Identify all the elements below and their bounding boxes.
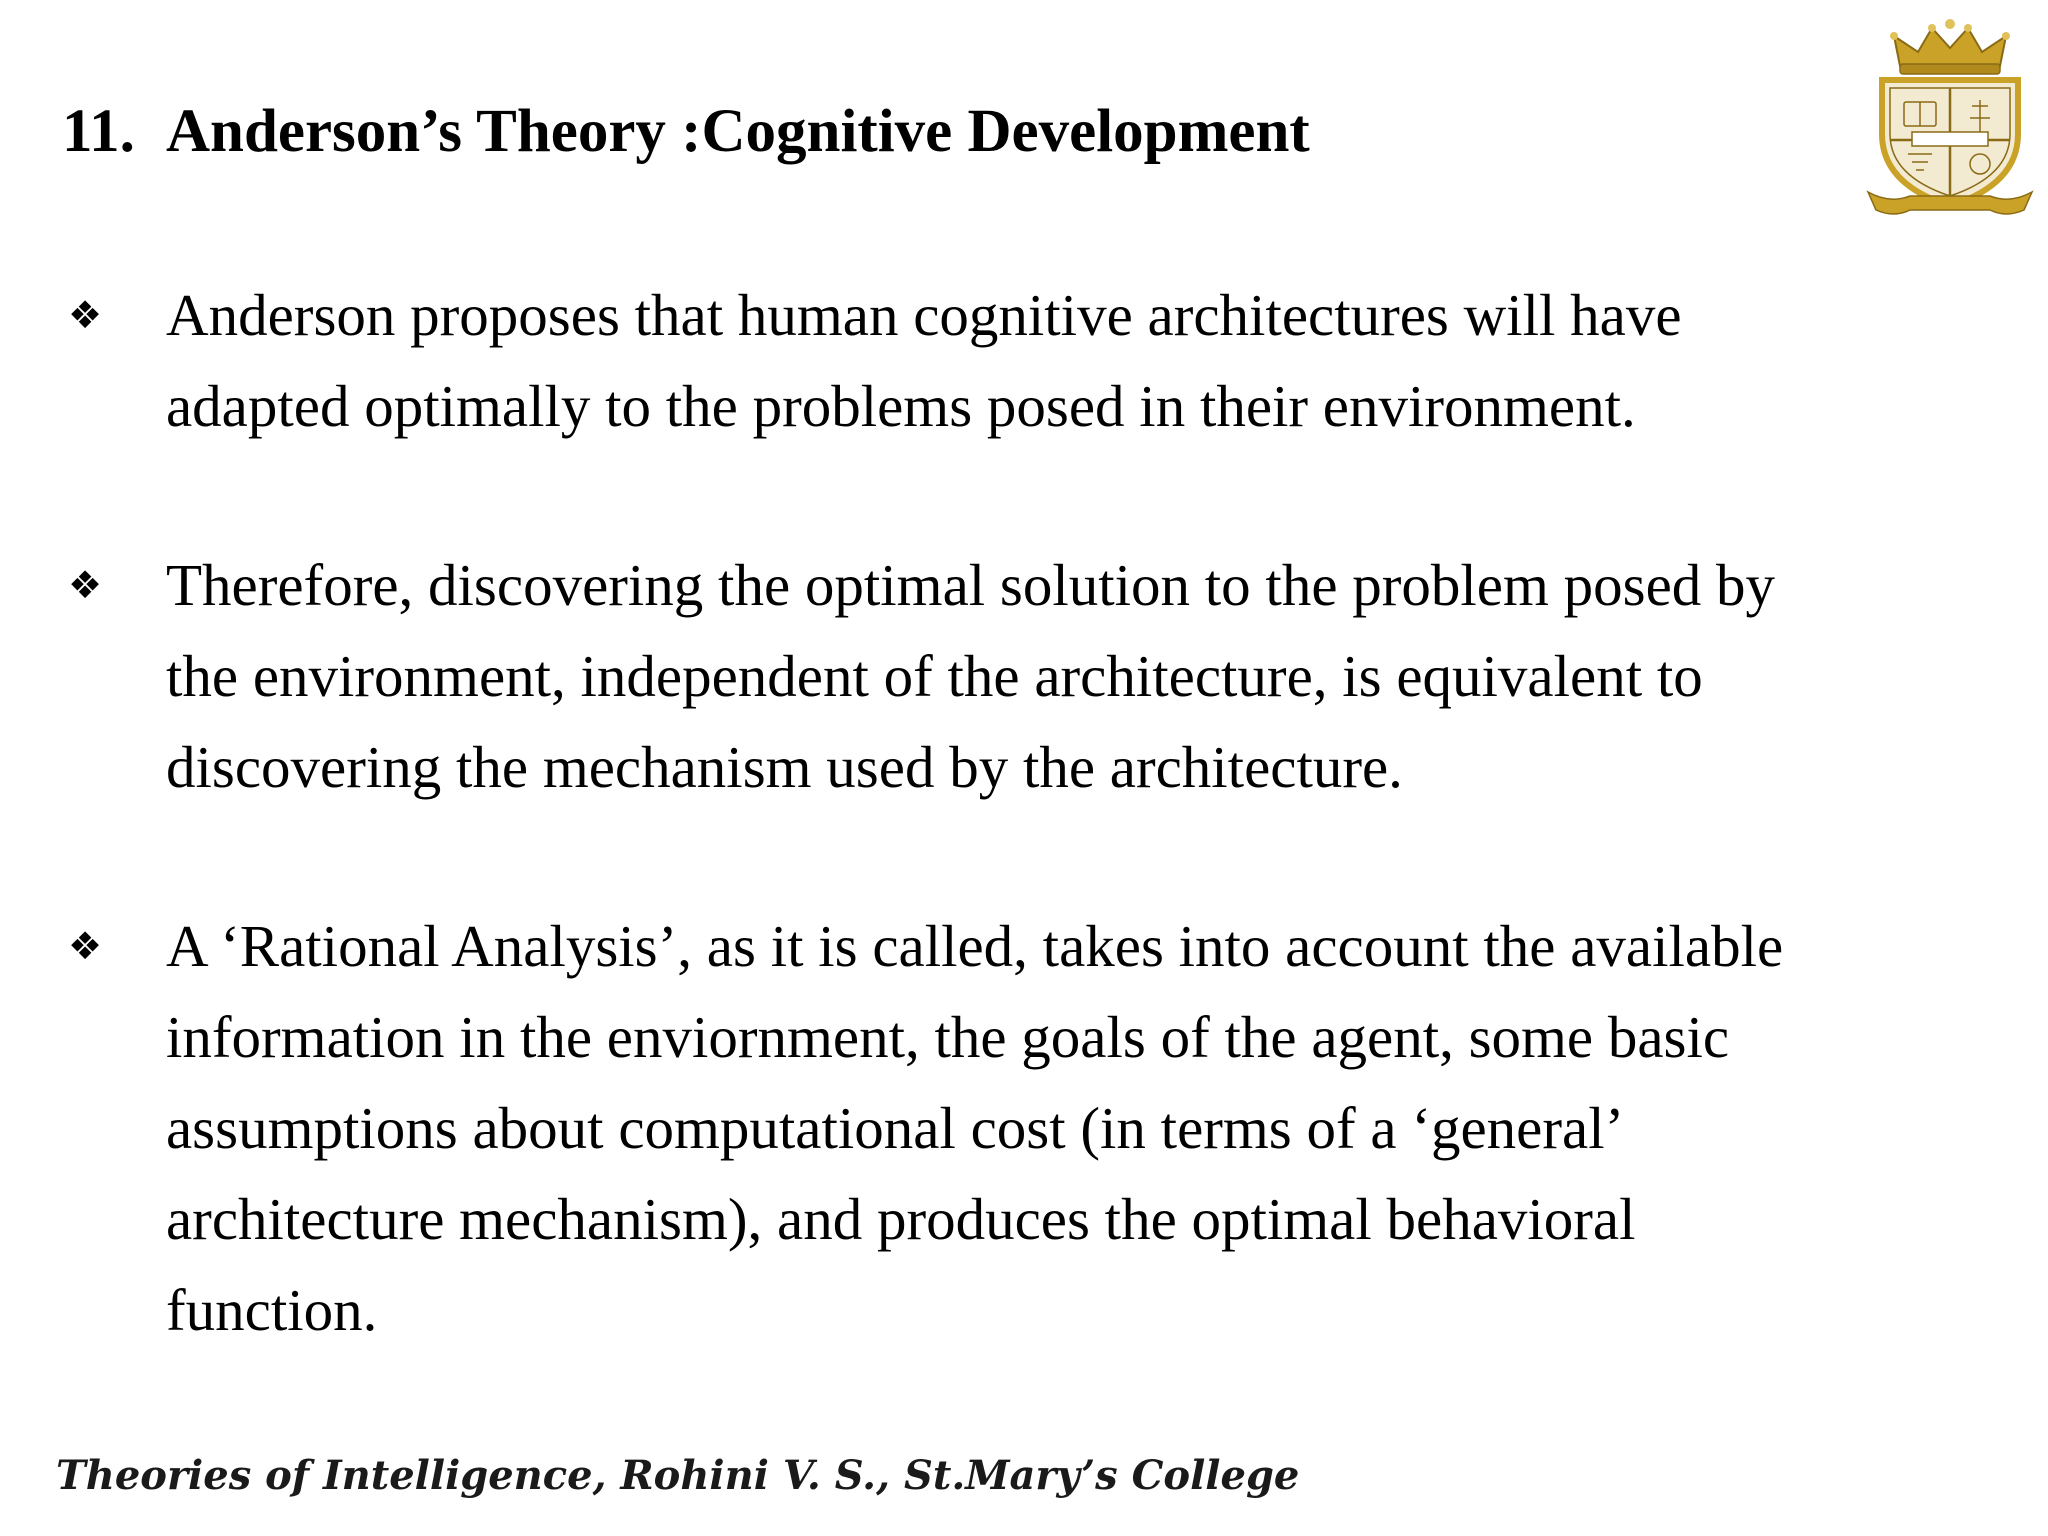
bullet-item: [62, 901, 1922, 1356]
bullet-marker-icon: ❖: [68, 293, 103, 337]
college-crest-icon: [1860, 14, 2040, 224]
bullet-text: A ‘Rational Analysis’, as it is called, takes into account the available information in the enviornment, the goals of the agent, some basic assumptions about computational cost (in terms of a ‘general’ architecture mechanism), and produces the optimal behavioral function.: [166, 913, 1784, 1343]
bullet-text: Anderson proposes that human cognitive architectures will have adapted optimally to the problems posed in their environment.: [166, 282, 1682, 439]
bullet-marker-icon: ❖: [68, 924, 103, 968]
slide-title-number: 11.: [62, 98, 135, 165]
bullet-list: [62, 270, 1922, 1356]
bullet-text: Therefore, discovering the optimal solution to the problem posed by the environment, independent of the architecture, is equivalent to discovering the mechanism used by the architecture.: [166, 552, 1776, 800]
slide-title-text: Anderson’s Theory :Cognitive Development: [166, 98, 1310, 165]
slide-title: [62, 96, 1310, 168]
bullet-item: [62, 540, 1922, 813]
crown-icon: [1890, 19, 2010, 74]
slide-footer: Theories of Intelligence, Rohini V. S., St.Mary’s College: [56, 1452, 1300, 1499]
bullet-item: [62, 270, 1922, 452]
bullet-marker-icon: ❖: [68, 563, 103, 607]
